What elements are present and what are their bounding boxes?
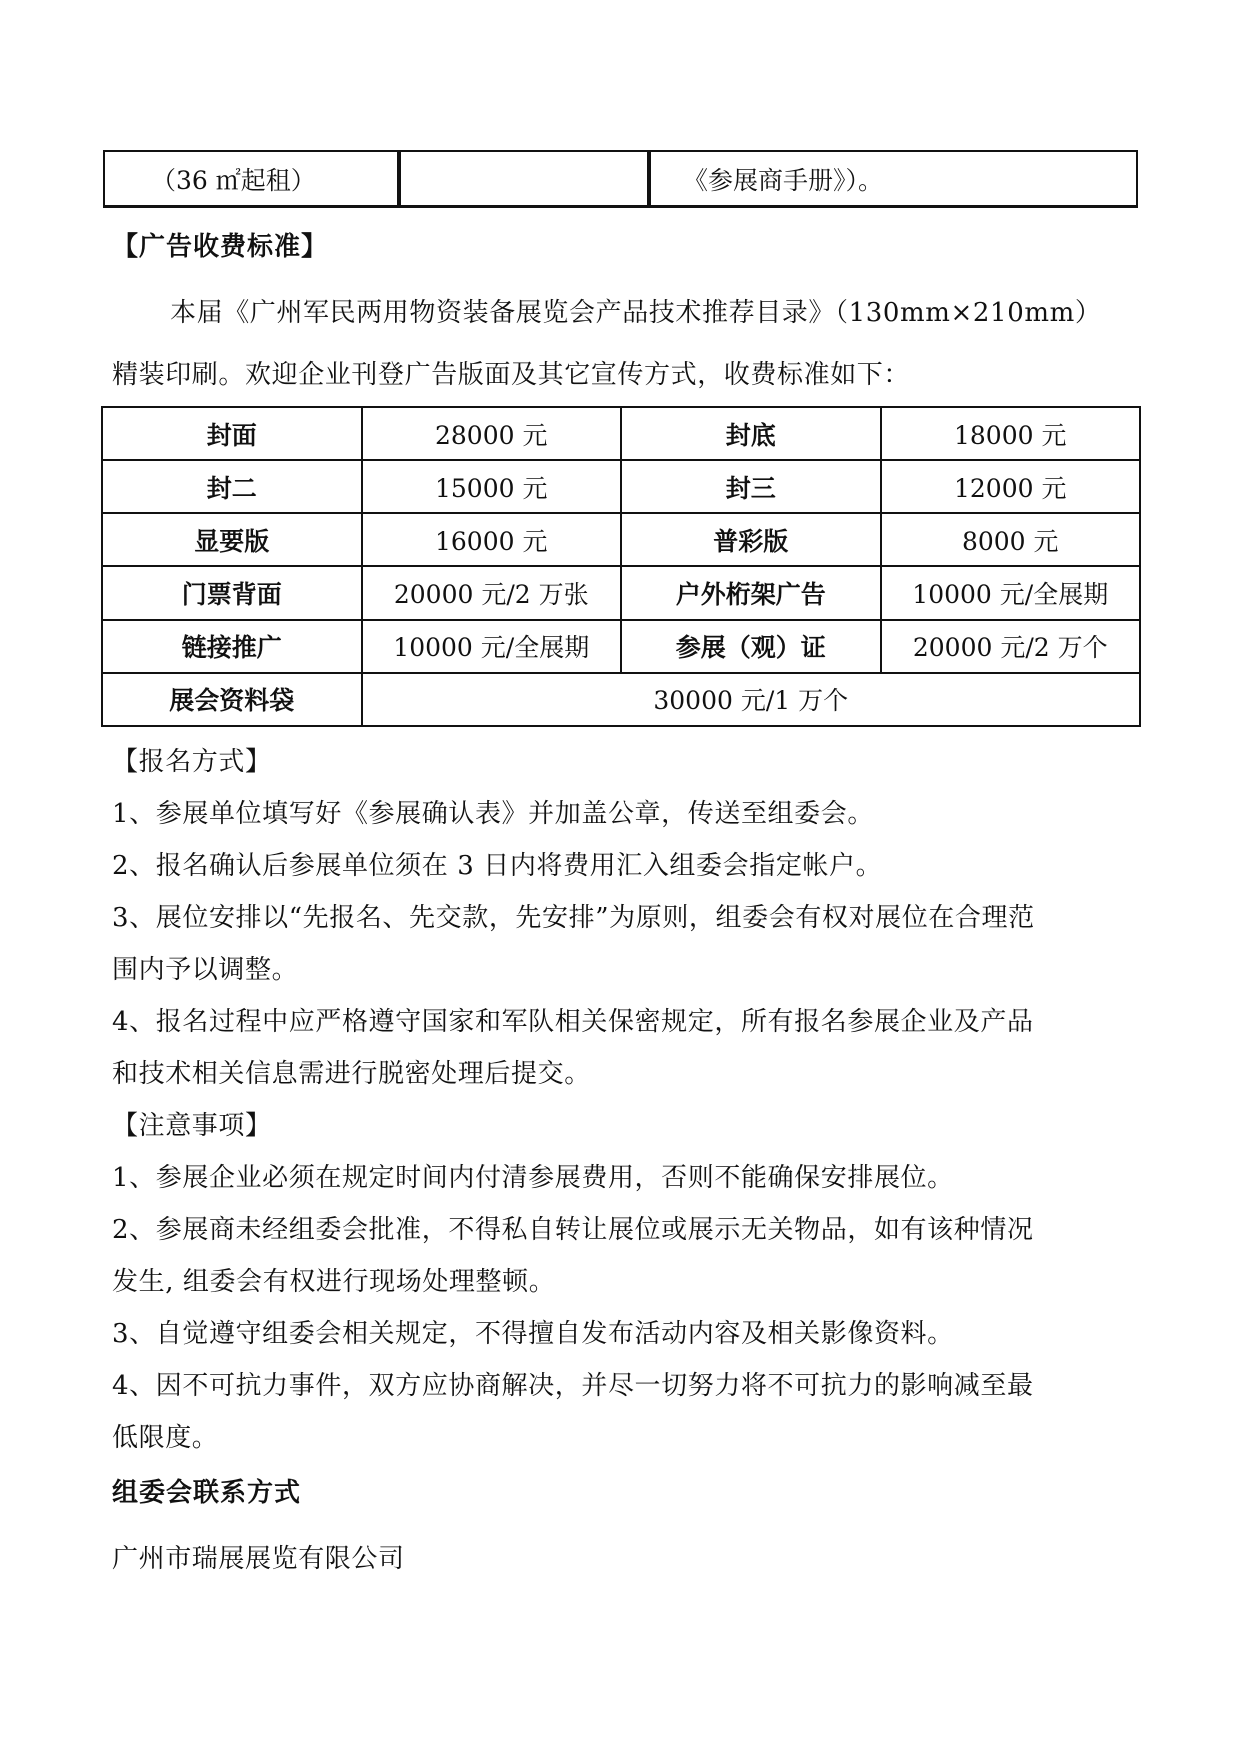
contact-heading: 组委会联系方式 bbox=[112, 1478, 302, 1508]
table-row bbox=[102, 460, 1140, 513]
registration-line: 3、展位安排以“先报名、先交款，先安排”为原则，组委会有权对展位在合理范 bbox=[112, 903, 1035, 933]
ad-intro-line-1: 本届《广州军民两用物资装备展览会产品技术推荐目录》（130mm×210mm） bbox=[170, 298, 1102, 328]
fee-price: 18000 元 bbox=[881, 407, 1141, 460]
fee-item: 封二 bbox=[102, 460, 362, 513]
fee-item: 户外桁架广告 bbox=[621, 566, 881, 619]
fee-item: 显要版 bbox=[102, 513, 362, 566]
fee-price: 28000 元 bbox=[362, 407, 622, 460]
booth-table-continuation bbox=[103, 150, 1138, 208]
ad-fee-heading: 【广告收费标准】 bbox=[112, 232, 329, 262]
table-row bbox=[102, 673, 1140, 726]
fee-price: 12000 元 bbox=[881, 460, 1141, 513]
registration-heading: 【报名方式】 bbox=[112, 747, 272, 777]
fee-item: 参展（观）证 bbox=[621, 620, 881, 673]
table-row bbox=[104, 151, 1137, 207]
organizer-company: 广州市瑞展展览有限公司 bbox=[112, 1544, 405, 1574]
notes-line: 4、因不可抗力事件，双方应协商解决，并尽一切努力将不可抗力的影响减至最 bbox=[112, 1371, 1034, 1401]
notes-line: 3、自觉遵守组委会相关规定，不得擅自发布活动内容及相关影像资料。 bbox=[112, 1319, 954, 1349]
fee-price: 30000 元/1 万个 bbox=[362, 673, 1141, 726]
notes-line: 2、参展商未经组委会批准，不得私自转让展位或展示无关物品，如有该种情况 bbox=[112, 1215, 1034, 1245]
table-row bbox=[102, 566, 1140, 619]
manual-note-cell: 《参展商手册》）。 bbox=[649, 151, 1137, 207]
ad-intro-line-2: 精装印刷。欢迎企业刊登广告版面及其它宣传方式，收费标准如下： bbox=[112, 360, 911, 390]
notes-line: 发生, 组委会有权进行现场处理整顿。 bbox=[112, 1267, 556, 1297]
fee-item: 展会资料袋 bbox=[102, 673, 362, 726]
fee-price: 16000 元 bbox=[362, 513, 622, 566]
fee-price: 8000 元 bbox=[881, 513, 1141, 566]
empty-cell bbox=[399, 151, 649, 207]
registration-line: 1、参展单位填写好《参展确认表》并加盖公章，传送至组委会。 bbox=[112, 799, 874, 829]
booth-size-cell: （36 ㎡起租） bbox=[104, 151, 399, 207]
fee-price: 10000 元/全展期 bbox=[362, 620, 622, 673]
registration-line: 4、报名过程中应严格遵守国家和军队相关保密规定，所有报名参展企业及产品 bbox=[112, 1007, 1034, 1037]
fee-item: 门票背面 bbox=[102, 566, 362, 619]
notes-heading: 【注意事项】 bbox=[112, 1111, 272, 1141]
fee-price: 20000 元/2 万张 bbox=[362, 566, 622, 619]
fee-price: 10000 元/全展期 bbox=[881, 566, 1141, 619]
fee-item: 普彩版 bbox=[621, 513, 881, 566]
fee-item: 链接推广 bbox=[102, 620, 362, 673]
table-row bbox=[102, 407, 1140, 460]
registration-line: 围内予以调整。 bbox=[112, 955, 299, 985]
table-row bbox=[102, 620, 1140, 673]
notes-line: 1、参展企业必须在规定时间内付清参展费用，否则不能确保安排展位。 bbox=[112, 1163, 954, 1193]
fee-price: 20000 元/2 万个 bbox=[881, 620, 1141, 673]
fee-item: 封底 bbox=[621, 407, 881, 460]
fee-item: 封三 bbox=[621, 460, 881, 513]
notes-line: 低限度。 bbox=[112, 1423, 219, 1453]
registration-line: 和技术相关信息需进行脱密处理后提交。 bbox=[112, 1059, 591, 1089]
table-row bbox=[102, 513, 1140, 566]
fee-item: 封面 bbox=[102, 407, 362, 460]
registration-line: 2、报名确认后参展单位须在 3 日内将费用汇入组委会指定帐户。 bbox=[112, 851, 883, 881]
ad-fee-table bbox=[101, 406, 1141, 727]
fee-price: 15000 元 bbox=[362, 460, 622, 513]
